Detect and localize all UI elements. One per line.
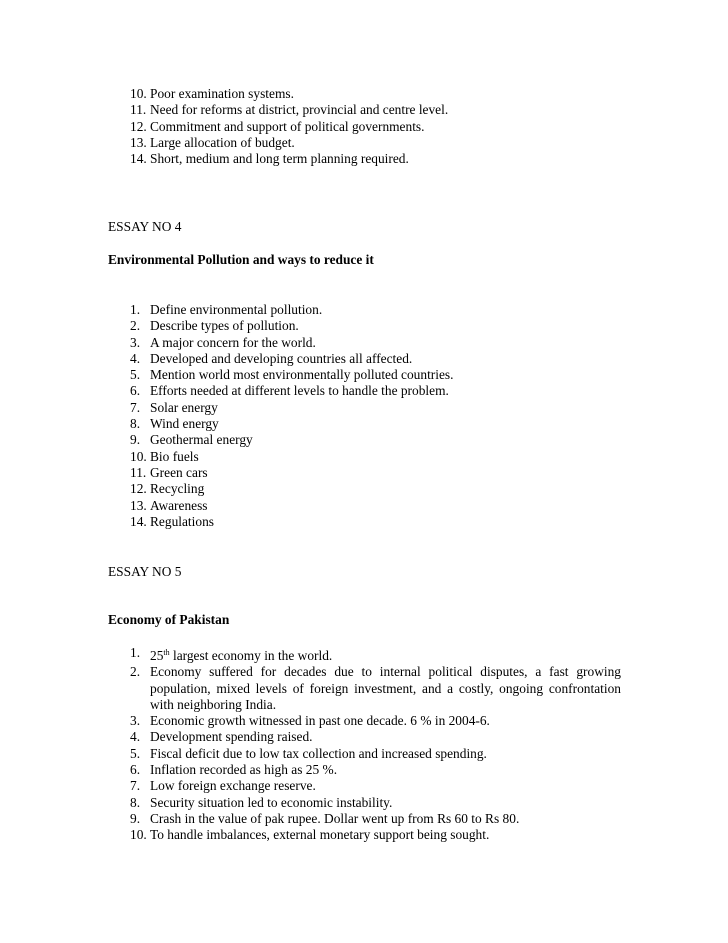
- list-item: [130, 645, 621, 664]
- list-item: [130, 713, 621, 729]
- ordinal-suffix: th: [163, 648, 170, 657]
- item-number: 9.: [130, 432, 141, 448]
- item-text: Geothermal energy: [150, 432, 253, 448]
- list-item: [130, 302, 453, 318]
- item-text: Regulations: [150, 513, 214, 529]
- item-number: 8.: [130, 794, 141, 810]
- list-item: [130, 795, 621, 811]
- list-item: [130, 367, 453, 383]
- list-item: [130, 811, 621, 827]
- list-item: [130, 416, 453, 432]
- list-item: [130, 318, 453, 334]
- item-number: 3.: [130, 713, 141, 729]
- item-text: Crash in the value of pak rupee. Dollar went up from Rs 60 to Rs 80.: [150, 810, 520, 826]
- list-item: [130, 102, 448, 118]
- item-text: [150, 645, 621, 664]
- item-text: Commitment and support of political governments.: [150, 118, 425, 134]
- list-item: [130, 746, 621, 762]
- item-number: 14.: [130, 513, 147, 529]
- item-text: Define environmental pollution.: [150, 302, 323, 317]
- item-text: A major concern for the world.: [150, 334, 316, 350]
- item-number: 7.: [130, 399, 141, 415]
- item-text: Large allocation of budget.: [150, 134, 295, 150]
- item-text: Mention world most environmentally polluted countries.: [150, 367, 454, 383]
- essay-5-title: Economy of Pakistan: [108, 612, 230, 627]
- item-number: 12.: [130, 481, 147, 497]
- essay-4-label: ESSAY NO 4: [108, 219, 182, 234]
- item-number: 12.: [130, 118, 147, 134]
- list-item: [130, 514, 453, 530]
- item-text: Fiscal deficit due to low tax collection and increased spending.: [150, 745, 487, 761]
- item-number: 2.: [130, 318, 141, 334]
- list-item: [130, 335, 453, 351]
- item-text: Development spending raised.: [150, 729, 313, 745]
- item-text: Awareness: [150, 497, 208, 513]
- item-text: Inflation recorded as high as 25 %.: [150, 762, 338, 778]
- item-number: 13.: [130, 134, 147, 150]
- item-text: Low foreign exchange reserve.: [150, 778, 316, 794]
- item-text: Economic growth witnessed in past one decade. 6 % in 2004-6.: [150, 713, 490, 729]
- item-number: 10.: [130, 86, 147, 101]
- list-item: [130, 664, 621, 713]
- list-item: [130, 119, 448, 135]
- list-item: [130, 86, 448, 102]
- list-item: [130, 481, 453, 497]
- item-number: 10.: [130, 448, 147, 464]
- item-number: 3.: [130, 334, 141, 350]
- item-text: Need for reforms at district, provincial and centre level.: [150, 102, 449, 118]
- item-number: 8.: [130, 416, 141, 432]
- list-item: [130, 383, 453, 399]
- item-number: 5.: [130, 745, 141, 761]
- item-number: 10.: [130, 827, 147, 843]
- item-text: Poor examination systems.: [150, 86, 294, 101]
- item-number: 5.: [130, 367, 141, 383]
- list-item: [130, 135, 448, 151]
- list-item: [130, 400, 453, 416]
- essay-5-label: ESSAY NO 5: [108, 564, 182, 579]
- item-text: Recycling: [150, 481, 205, 497]
- item-number: 1.: [130, 302, 141, 317]
- list-item: [130, 729, 621, 745]
- list-item: [130, 351, 453, 367]
- list-item: [130, 432, 453, 448]
- item-text: Efforts needed at different levels to handle the problem.: [150, 383, 449, 399]
- item-number: 14.: [130, 151, 147, 167]
- list-item: [130, 151, 448, 167]
- item-text: Developed and developing countries all affected.: [150, 350, 413, 366]
- item-number: 7.: [130, 778, 141, 794]
- item-number: 2.: [130, 664, 141, 680]
- item-text-rest: largest economy in the world.: [169, 648, 333, 663]
- item-number: 6.: [130, 762, 141, 778]
- essay-4-title: Environmental Pollution and ways to reduce it: [108, 252, 374, 267]
- item-text: Short, medium and long term planning required.: [150, 151, 409, 167]
- item-number: 4.: [130, 350, 141, 366]
- item-number: 11.: [130, 102, 147, 118]
- item-number: 6.: [130, 383, 141, 399]
- item-number: 4.: [130, 729, 141, 745]
- item-number: 9.: [130, 810, 141, 826]
- list-item: [130, 762, 621, 778]
- item-number: 1.: [130, 645, 141, 660]
- essay-5-outline: [130, 645, 621, 844]
- ordinal-number: 25: [150, 648, 164, 663]
- list-item: [130, 498, 453, 514]
- item-text: To handle imbalances, external monetary support being sought.: [150, 827, 490, 843]
- list-item: [130, 827, 621, 843]
- item-text: Security situation led to economic instability.: [150, 794, 393, 810]
- list-item: [130, 778, 621, 794]
- item-text: Bio fuels: [150, 448, 199, 464]
- item-text: Wind energy: [150, 416, 219, 432]
- numbered-list-continued: [130, 86, 448, 167]
- item-text: Describe types of pollution.: [150, 318, 299, 334]
- item-text: Green cars: [150, 464, 208, 480]
- essay-4-outline: [130, 302, 453, 530]
- item-text: Economy suffered for decades due to internal political disputes, a fast growing population, mixed levels of foreign investment, and a costly, ongoing confrontation with neighboring India.: [150, 664, 621, 712]
- item-text: Solar energy: [150, 399, 218, 415]
- list-item: [130, 465, 453, 481]
- item-number: 13.: [130, 497, 147, 513]
- list-item: [130, 449, 453, 465]
- item-number: 11.: [130, 464, 147, 480]
